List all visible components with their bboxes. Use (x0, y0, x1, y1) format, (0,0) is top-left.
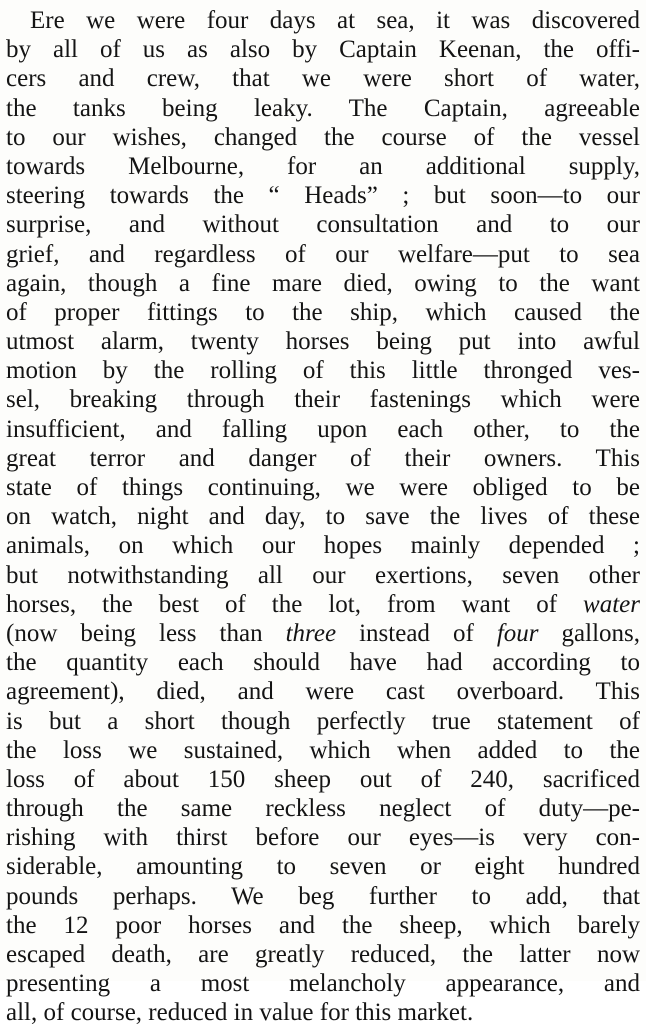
text-line (6, 64, 640, 93)
text-line (6, 911, 640, 940)
text-run: escaped death, are greatly reduced, the latter now (6, 941, 640, 968)
text-run: gallons, (538, 619, 640, 647)
text-line (6, 269, 640, 298)
text-run: loss of about 150 sheep out of 240, sacrificed (6, 765, 640, 793)
text-run: the 12 poor horses and the sheep, which barely (6, 911, 640, 939)
text-line (6, 619, 640, 648)
text-line (6, 531, 640, 560)
text-line (6, 327, 640, 356)
text-run: agreement), died, and were cast overboard. This (6, 678, 640, 706)
text-run: utmost alarm, twenty horses being put into awful (6, 328, 640, 356)
text-line (6, 181, 640, 210)
text-run: is but a short though perfectly true statement of (6, 707, 640, 735)
text-line (6, 648, 640, 677)
text-line (6, 356, 640, 385)
text-line (6, 94, 640, 123)
text-line (6, 123, 640, 152)
text-line (6, 998, 640, 1027)
italic-word: water (583, 590, 640, 618)
text-run: on watch, night and day, to save the lives of these (6, 503, 640, 531)
text-run: the loss we sustained, which when added to the (6, 736, 640, 764)
text-run: to our wishes, changed the course of the vessel (6, 123, 640, 151)
italic-word: three (285, 619, 337, 647)
article-body (6, 6, 640, 1028)
text-run: again, though a fine mare died, owing to the want (6, 269, 640, 297)
text-run: presenting a most melancholy appearance, and (6, 970, 640, 998)
text-line (6, 385, 640, 414)
text-line (6, 852, 640, 881)
text-run: towards Melbourne, for an additional supply, (6, 152, 640, 180)
text-line (6, 35, 640, 64)
text-line (6, 240, 640, 269)
text-line (6, 415, 640, 444)
text-line (6, 298, 640, 327)
text-run: rishing with thirst before our eyes—is very con- (6, 824, 640, 852)
text-line (6, 590, 640, 619)
text-line (6, 736, 640, 765)
text-run: steering towards the “ Heads” ; but soon—to our (6, 182, 640, 210)
text-run: sel, breaking through their fastenings which were (6, 386, 640, 414)
text-run: Ere we were four days at sea, it was discovered (30, 7, 640, 34)
text-line (6, 794, 640, 823)
text-run: through the same reckless neglect of duty—pe- (6, 795, 640, 823)
text-run: grief, and regardless of our welfare—put to sea (6, 240, 640, 268)
text-run: of proper fittings to the ship, which caused the (6, 298, 640, 326)
text-line (6, 677, 640, 706)
text-line (6, 707, 640, 736)
text-run: surprise, and without consultation and to our (6, 211, 640, 239)
text-line (6, 502, 640, 531)
text-run: (now being less than (6, 619, 286, 647)
text-line (6, 152, 640, 181)
text-run: the tanks being leaky. The Captain, agreeable (6, 94, 640, 122)
text-line (6, 561, 640, 590)
text-line (6, 444, 640, 473)
text-run: all, of course, reduced in value for this market. (6, 999, 474, 1027)
text-line (6, 940, 640, 969)
text-line (6, 473, 640, 502)
text-run: siderable, amounting to seven or eight hundred (6, 853, 640, 881)
text-run: state of things continuing, we were obliged to be (6, 474, 640, 501)
text-line (6, 6, 640, 35)
text-run: instead of (336, 619, 497, 647)
text-line (6, 765, 640, 794)
text-run: by all of us as also by Captain Keenan, the offi- (6, 36, 640, 64)
text-line (6, 969, 640, 998)
text-line (6, 882, 640, 911)
text-line (6, 823, 640, 852)
text-run: pounds perhaps. We beg further to add, that (6, 882, 640, 910)
text-run: insufficient, and falling upon each other, to the (6, 415, 640, 443)
italic-word: four (496, 619, 539, 647)
text-line (6, 210, 640, 239)
text-run: but notwithstanding all our exertions, seven other (6, 561, 640, 589)
text-run: great terror and danger of their owners. This (6, 444, 640, 472)
text-run: horses, the best of the lot, from want of (6, 590, 584, 618)
text-run: the quantity each should have had according to (6, 649, 640, 677)
text-run: motion by the rolling of this little thronged ves- (6, 357, 640, 385)
text-run: animals, on which our hopes mainly depended ; (6, 532, 640, 560)
text-run: cers and crew, that we were short of water, (6, 65, 640, 93)
